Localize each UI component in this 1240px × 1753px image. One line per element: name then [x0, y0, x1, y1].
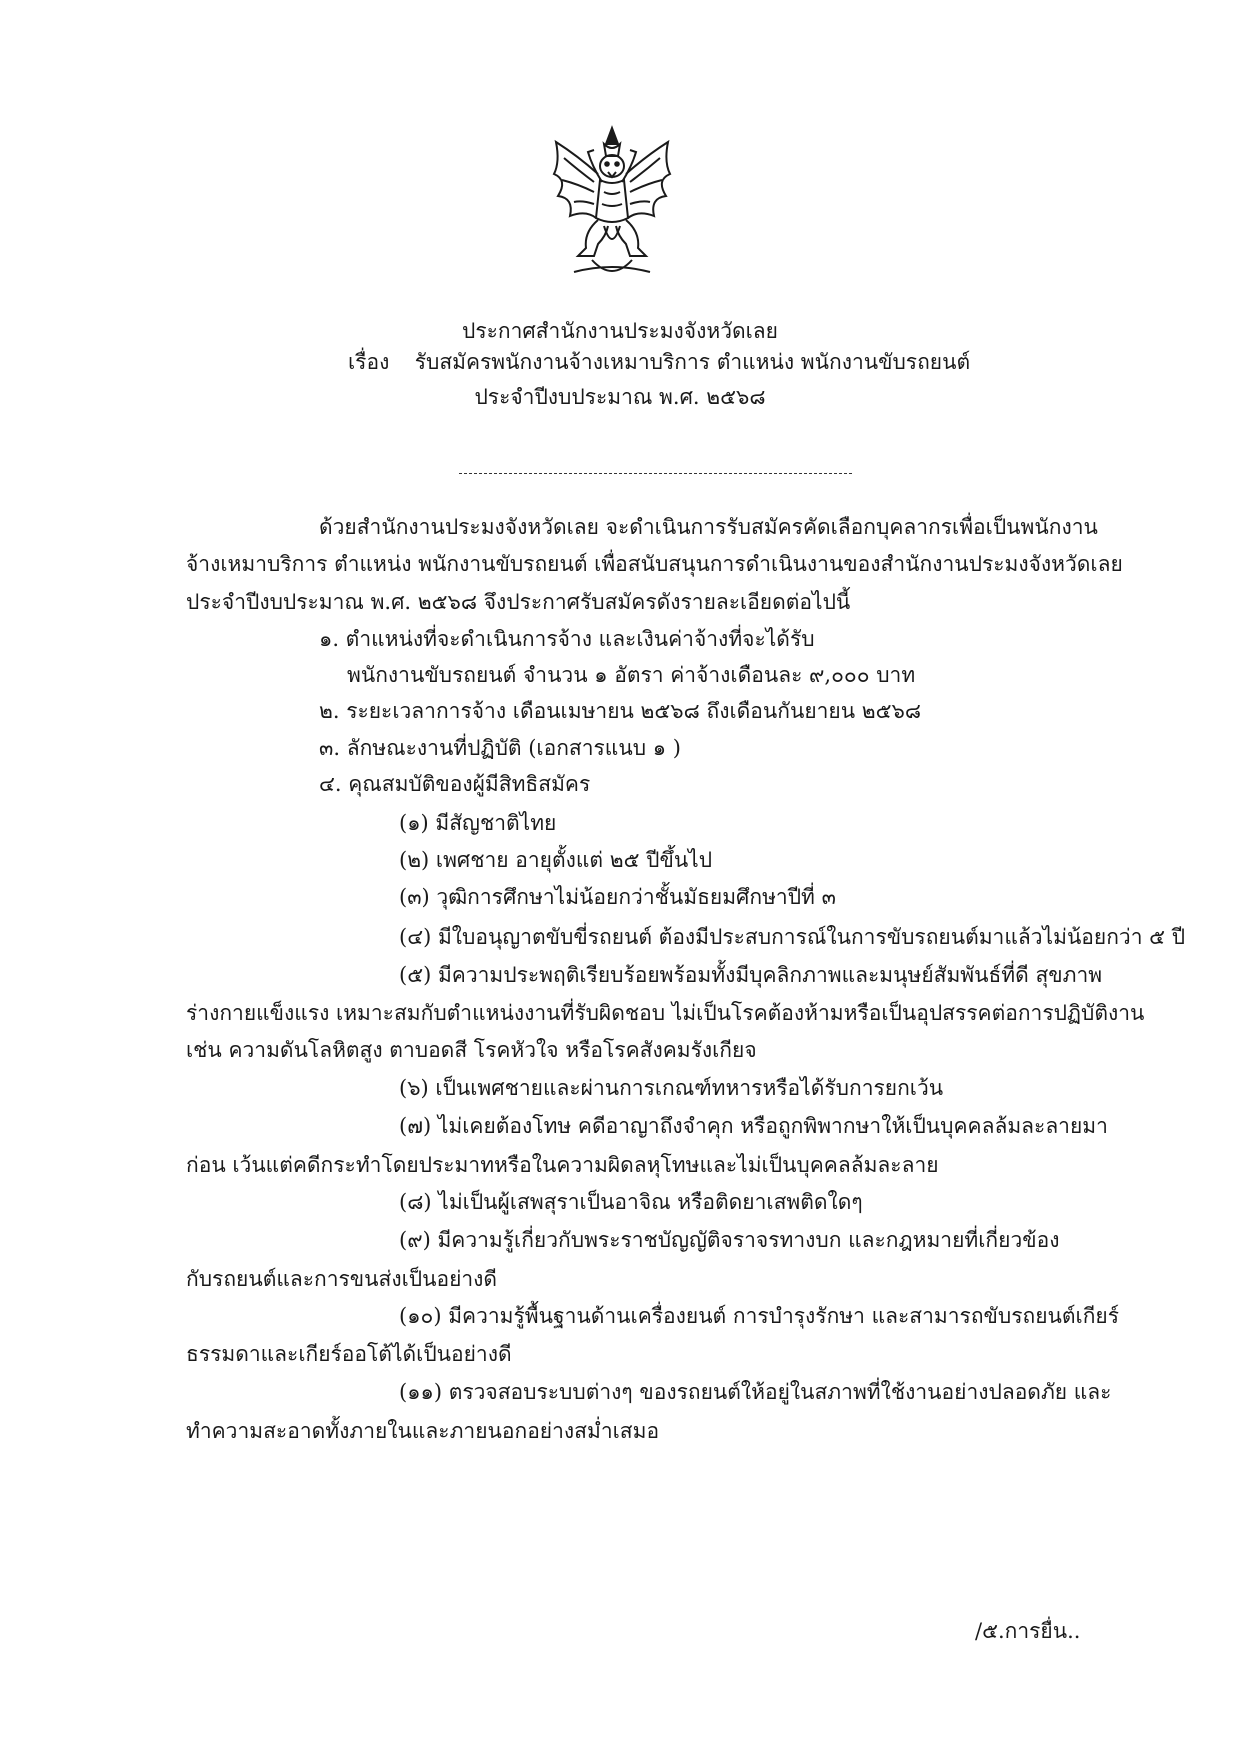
qualification-3: (๓) วุฒิการศึกษาไม่น้อยกว่าชั้นมัธยมศึกษาปีที่ ๓: [399, 885, 836, 909]
section-4-heading: ๔. คุณสมบัติของผู้มีสิทธิสมัคร: [319, 772, 591, 796]
intro-line-3: ประจำปีงบประมาณ พ.ศ. ๒๕๖๘ จึงประกาศรับสมัครดังรายละเอียดต่อไปนี้: [186, 590, 851, 614]
qualification-2: (๒) เพศชาย อายุตั้งแต่ ๒๕ ปีขึ้นไป: [399, 848, 713, 872]
section-1-heading: ๑. ตำแหน่งที่จะดำเนินการจ้าง และเงินค่าจ้างที่จะได้รับ: [319, 627, 815, 651]
qualification-8: (๘) ไม่เป็นผู้เสพสุราเป็นอาจิณ หรือติดยาเสพติดใดๆ: [399, 1190, 863, 1214]
announcement-title: ประกาศสำนักงานประมงจังหวัดเลย: [462, 319, 778, 343]
section-2-heading: ๒. ระยะเวลาการจ้าง เดือนเมษายน ๒๕๖๘ ถึงเดือนกันยายน ๒๕๖๘: [319, 699, 922, 723]
qualification-5-line-1: (๕) มีความประพฤติเรียบร้อยพร้อมทั้งมีบุคลิกภาพและมนุษย์สัมพันธ์ที่ดี สุขภาพ: [399, 963, 1103, 987]
qualification-7-line-2: ก่อน เว้นแต่คดีกระทำโดยประมาทหรือในความผิดลหุโทษและไม่เป็นบุคคลล้มละลาย: [186, 1153, 939, 1177]
section-3-heading: ๓. ลักษณะงานที่ปฏิบัติ (เอกสารแนบ ๑ ): [319, 736, 681, 760]
qualification-11-line-1: (๑๑) ตรวจสอบระบบต่างๆ ของรถยนต์ให้อยู่ในสภาพที่ใช้งานอย่างปลอดภัย และ: [399, 1380, 1112, 1404]
page-continuation: /๕.การยื่น..: [975, 1619, 1081, 1643]
fiscal-year-line: ประจำปีงบประมาณ พ.ศ. ๒๕๖๘: [474, 385, 766, 409]
intro-line-1: ด้วยสำนักงานประมงจังหวัดเลย จะดำเนินการรับสมัครคัดเลือกบุคลากรเพื่อเป็นพนักงาน: [319, 515, 1098, 539]
qualification-5-line-2: ร่างกายแข็งแรง เหมาะสมกับตำแหน่งงานที่รับผิดชอบ ไม่เป็นโรคต้องห้ามหรือเป็นอุปสรรคต่อการปฏิบัติงาน: [186, 1001, 1145, 1025]
qualification-7-line-1: (๗) ไม่เคยต้องโทษ คดีอาญาถึงจำคุก หรือถูกพิพากษาให้เป็นบุคคลล้มละลายมา: [399, 1114, 1108, 1138]
qualification-10-line-1: (๑๐) มีความรู้พื้นฐานด้านเครื่องยนต์ การบำรุงรักษา และสามารถขับรถยนต์เกียร์: [399, 1304, 1119, 1328]
subject-text: รับสมัครพนักงานจ้างเหมาบริการ ตำแหน่ง พนักงานขับรถยนต์: [414, 350, 971, 374]
qualification-5-line-3: เช่น ความดันโลหิตสูง ตาบอดสี โรคหัวใจ หรือโรคสังคมรังเกียจ: [186, 1038, 757, 1062]
title-divider: [459, 473, 852, 474]
qualification-10-line-2: ธรรมดาและเกียร์ออโต้ได้เป็นอย่างดี: [186, 1342, 512, 1366]
qualification-4: (๔) มีใบอนุญาตขับขี่รถยนต์ ต้องมีประสบการณ์ในการขับรถยนต์มาแล้วไม่น้อยกว่า ๕ ปี: [399, 925, 1186, 949]
qualification-9-line-1: (๙) มีความรู้เกี่ยวกับพระราชบัญญัติจราจรทางบก และกฎหมายที่เกี่ยวข้อง: [399, 1228, 1060, 1252]
qualification-9-line-2: กับรถยนต์และการขนส่งเป็นอย่างดี: [186, 1267, 498, 1291]
garuda-emblem-icon: [548, 122, 676, 287]
subject-line: [348, 347, 970, 377]
qualification-11-line-2: ทำความสะอาดทั้งภายในและภายนอกอย่างสม่ำเสมอ: [186, 1419, 660, 1443]
qualification-6: (๖) เป็นเพศชายและผ่านการเกณฑ์ทหารหรือได้รับการยกเว้น: [399, 1076, 944, 1100]
intro-line-2: จ้างเหมาบริการ ตำแหน่ง พนักงานขับรถยนต์ เพื่อสนับสนุนการดำเนินงานของสำนักงานประมงจังหวัดเลย: [186, 552, 1123, 576]
qualification-1: (๑) มีสัญชาติไทย: [399, 811, 557, 835]
section-1-detail: พนักงานขับรถยนต์ จำนวน ๑ อัตรา ค่าจ้างเดือนละ ๙,๐๐๐ บาท: [347, 663, 916, 687]
subject-label: เรื่อง: [348, 350, 390, 374]
